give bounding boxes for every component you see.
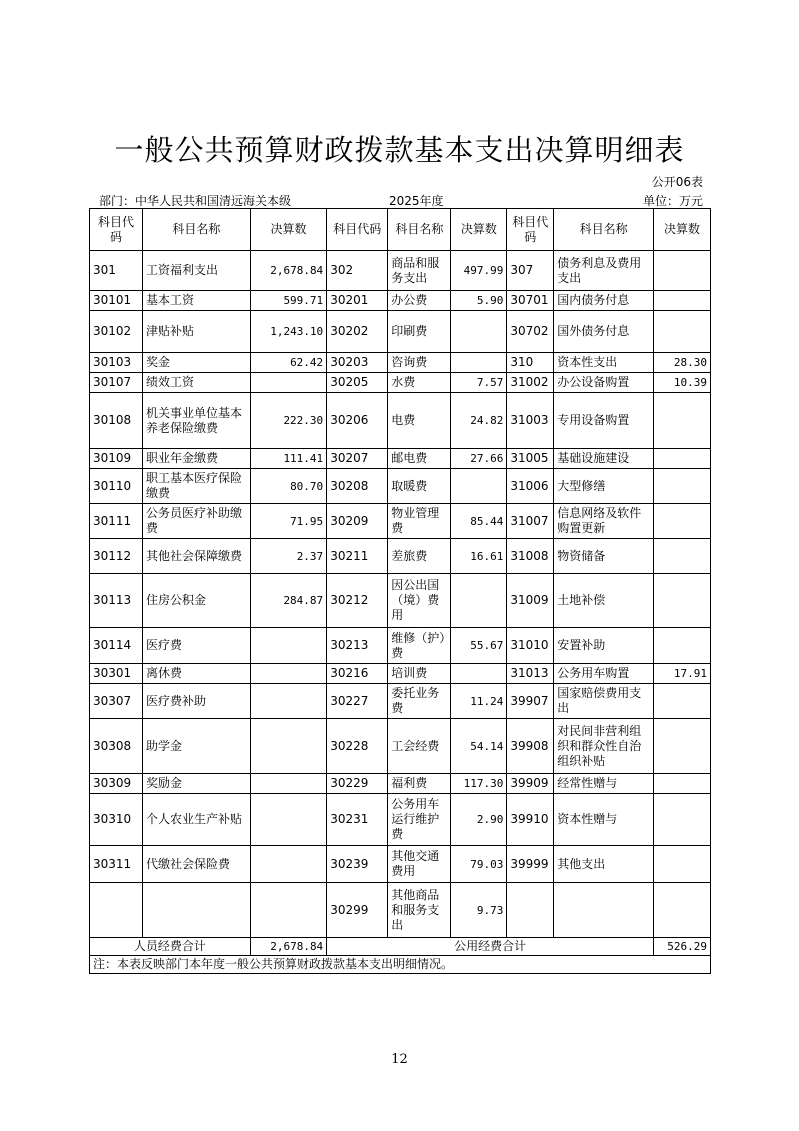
table-note: 注：本表反映部门本年度一般公共预算财政拨款基本支出明细情况。 [90, 956, 711, 974]
name-cell: 工资福利支出 [142, 251, 250, 291]
amount-cell: 2.37 [250, 539, 326, 574]
department-label: 部门：中华人民共和国清远海关本级 [99, 194, 292, 208]
table-row [90, 574, 711, 628]
name-cell: 对民间非营利组织和群众性自治组织补贴 [554, 719, 654, 774]
code-cell: 301 [90, 251, 143, 291]
page-title: 一般公共预算财政拨款基本支出决算明细表 [114, 133, 685, 167]
amount-cell [451, 574, 507, 628]
name-cell: 机关事业单位基本养老保险缴费 [142, 393, 250, 449]
name-cell: 基本工资 [142, 291, 250, 311]
code-cell: 30109 [90, 449, 143, 469]
amount-cell: 71.95 [250, 504, 326, 539]
name-cell: 职业年金缴费 [142, 449, 250, 469]
table-row [90, 353, 711, 373]
amount-cell [653, 883, 710, 938]
amount-cell: 54.14 [451, 719, 507, 774]
note-row [90, 956, 711, 974]
amount-cell: 79.03 [451, 846, 507, 883]
code-cell: 30209 [327, 504, 388, 539]
code-cell: 302 [327, 251, 388, 291]
name-cell: 培训费 [388, 664, 451, 684]
code-cell: 30216 [327, 664, 388, 684]
code-cell: 30108 [90, 393, 143, 449]
amount-cell [451, 311, 507, 353]
table-row [90, 883, 711, 938]
amount-cell [653, 393, 710, 449]
name-cell: 土地补偿 [554, 574, 654, 628]
name-cell: 奖金 [142, 353, 250, 373]
code-cell: 30227 [327, 684, 388, 719]
amount-cell [653, 311, 710, 353]
name-cell: 工会经费 [388, 719, 451, 774]
code-cell: 30702 [507, 311, 554, 353]
name-cell: 住房公积金 [142, 574, 250, 628]
code-cell: 30114 [90, 628, 143, 664]
name-cell: 债务利息及费用支出 [554, 251, 654, 291]
name-cell: 国家赔偿费用支出 [554, 684, 654, 719]
amount-cell [653, 719, 710, 774]
name-cell: 公务用车购置 [554, 664, 654, 684]
column-header: 科目名称 [388, 209, 451, 251]
name-cell: 医疗费 [142, 628, 250, 664]
code-cell: 30112 [90, 539, 143, 574]
name-cell: 维修（护）费 [388, 628, 451, 664]
table-row [90, 504, 711, 539]
public-total-value: 526.29 [653, 938, 710, 956]
table-row [90, 628, 711, 664]
amount-cell: 497.99 [451, 251, 507, 291]
amount-cell [653, 449, 710, 469]
code-cell [507, 883, 554, 938]
amount-cell: 117.30 [451, 774, 507, 794]
page-number: 12 [391, 1052, 408, 1067]
name-cell: 助学金 [142, 719, 250, 774]
table-row [90, 539, 711, 574]
code-cell: 30231 [327, 794, 388, 846]
name-cell: 经常性赠与 [554, 774, 654, 794]
public-total-label: 公用经费合计 [327, 938, 654, 956]
code-cell: 39909 [507, 774, 554, 794]
name-cell: 绩效工资 [142, 373, 250, 393]
amount-cell: 5.90 [451, 291, 507, 311]
code-cell: 30310 [90, 794, 143, 846]
code-cell: 39910 [507, 794, 554, 846]
code-cell: 30308 [90, 719, 143, 774]
name-cell: 咨询费 [388, 353, 451, 373]
code-cell: 310 [507, 353, 554, 373]
amount-cell: 62.42 [250, 353, 326, 373]
column-header: 科目代码 [327, 209, 388, 251]
amount-cell [653, 574, 710, 628]
personnel-total-label: 人员经费合计 [90, 938, 251, 956]
name-cell: 代缴社会保险费 [142, 846, 250, 883]
expenditure-table [89, 208, 711, 974]
amount-cell: 2.90 [451, 794, 507, 846]
code-cell: 30102 [90, 311, 143, 353]
code-cell: 30111 [90, 504, 143, 539]
code-cell: 39907 [507, 684, 554, 719]
column-header: 决算数 [451, 209, 507, 251]
name-cell: 差旅费 [388, 539, 451, 574]
table-row [90, 794, 711, 846]
code-cell: 30701 [507, 291, 554, 311]
name-cell: 物业管理费 [388, 504, 451, 539]
code-cell: 31002 [507, 373, 554, 393]
name-cell: 商品和服务支出 [388, 251, 451, 291]
code-cell: 30101 [90, 291, 143, 311]
code-cell: 30309 [90, 774, 143, 794]
name-cell: 国外债务付息 [554, 311, 654, 353]
amount-cell [653, 846, 710, 883]
amount-cell: 599.71 [250, 291, 326, 311]
code-cell: 30203 [327, 353, 388, 373]
amount-cell [250, 846, 326, 883]
name-cell: 公务员医疗补助缴费 [142, 504, 250, 539]
name-cell: 其他支出 [554, 846, 654, 883]
amount-cell: 2,678.84 [250, 251, 326, 291]
code-cell: 30307 [90, 684, 143, 719]
code-cell: 30211 [327, 539, 388, 574]
amount-cell [653, 291, 710, 311]
code-cell: 31006 [507, 469, 554, 504]
amount-cell [653, 504, 710, 539]
code-cell: 30301 [90, 664, 143, 684]
amount-cell [250, 883, 326, 938]
table-row [90, 393, 711, 449]
table-row [90, 291, 711, 311]
amount-cell [250, 794, 326, 846]
amount-cell: 284.87 [250, 574, 326, 628]
name-cell: 个人农业生产补贴 [142, 794, 250, 846]
code-cell: 30239 [327, 846, 388, 883]
code-cell: 30202 [327, 311, 388, 353]
table-row [90, 373, 711, 393]
amount-cell [653, 628, 710, 664]
code-cell: 31009 [507, 574, 554, 628]
code-cell: 30103 [90, 353, 143, 373]
amount-cell [653, 774, 710, 794]
name-cell: 因公出国（境）费用 [388, 574, 451, 628]
amount-cell [451, 469, 507, 504]
table-row [90, 719, 711, 774]
amount-cell [653, 251, 710, 291]
column-header: 科目名称 [142, 209, 250, 251]
amount-cell: 80.70 [250, 469, 326, 504]
name-cell: 资本性支出 [554, 353, 654, 373]
amount-cell [250, 373, 326, 393]
name-cell: 安置补助 [554, 628, 654, 664]
name-cell: 其他社会保障缴费 [142, 539, 250, 574]
code-cell: 30208 [327, 469, 388, 504]
amount-cell: 10.39 [653, 373, 710, 393]
code-cell: 31010 [507, 628, 554, 664]
name-cell: 医疗费补助 [142, 684, 250, 719]
amount-cell: 85.44 [451, 504, 507, 539]
table-row [90, 251, 711, 291]
table-row [90, 684, 711, 719]
amount-cell: 9.73 [451, 883, 507, 938]
amount-cell: 16.61 [451, 539, 507, 574]
amount-cell: 55.67 [451, 628, 507, 664]
code-cell: 31005 [507, 449, 554, 469]
unit-label: 单位：万元 [642, 194, 703, 208]
table-row [90, 846, 711, 883]
code-cell: 30299 [327, 883, 388, 938]
fiscal-year: 2025年度 [389, 194, 444, 208]
name-cell: 信息网络及软件购置更新 [554, 504, 654, 539]
name-cell: 其他交通费用 [388, 846, 451, 883]
code-cell: 30212 [327, 574, 388, 628]
table-header-row [90, 209, 711, 251]
totals-row [90, 938, 711, 956]
form-number: 公开06表 [651, 175, 703, 189]
name-cell: 基础设施建设 [554, 449, 654, 469]
code-cell: 30311 [90, 846, 143, 883]
column-header: 科目名称 [554, 209, 654, 251]
code-cell: 39999 [507, 846, 554, 883]
name-cell: 印刷费 [388, 311, 451, 353]
amount-cell: 28.30 [653, 353, 710, 373]
amount-cell [653, 469, 710, 504]
amount-cell [451, 353, 507, 373]
amount-cell [250, 664, 326, 684]
code-cell: 30113 [90, 574, 143, 628]
name-cell: 公务用车运行维护费 [388, 794, 451, 846]
table-row [90, 449, 711, 469]
name-cell: 职工基本医疗保险缴费 [142, 469, 250, 504]
name-cell: 办公费 [388, 291, 451, 311]
amount-cell: 1,243.10 [250, 311, 326, 353]
name-cell [142, 883, 250, 938]
amount-cell: 222.30 [250, 393, 326, 449]
amount-cell [653, 684, 710, 719]
amount-cell [250, 684, 326, 719]
code-cell: 30206 [327, 393, 388, 449]
name-cell: 资本性赠与 [554, 794, 654, 846]
amount-cell [451, 664, 507, 684]
name-cell: 福利费 [388, 774, 451, 794]
name-cell: 其他商品和服务支出 [388, 883, 451, 938]
name-cell: 大型修缮 [554, 469, 654, 504]
code-cell [90, 883, 143, 938]
table-row [90, 311, 711, 353]
amount-cell [653, 794, 710, 846]
column-header: 决算数 [250, 209, 326, 251]
code-cell: 30207 [327, 449, 388, 469]
code-cell: 30107 [90, 373, 143, 393]
code-cell: 307 [507, 251, 554, 291]
code-cell: 30228 [327, 719, 388, 774]
name-cell: 物资储备 [554, 539, 654, 574]
name-cell: 专用设备购置 [554, 393, 654, 449]
code-cell: 31003 [507, 393, 554, 449]
name-cell: 国内债务付息 [554, 291, 654, 311]
amount-cell [250, 628, 326, 664]
code-cell: 31007 [507, 504, 554, 539]
name-cell: 津贴补贴 [142, 311, 250, 353]
name-cell: 邮电费 [388, 449, 451, 469]
name-cell: 取暖费 [388, 469, 451, 504]
column-header: 科目代码 [90, 209, 143, 251]
table-row [90, 664, 711, 684]
personnel-total-value: 2,678.84 [250, 938, 326, 956]
amount-cell [250, 774, 326, 794]
code-cell: 39908 [507, 719, 554, 774]
column-header: 决算数 [653, 209, 710, 251]
name-cell: 水费 [388, 373, 451, 393]
name-cell: 办公设备购置 [554, 373, 654, 393]
table-row [90, 774, 711, 794]
name-cell [554, 883, 654, 938]
code-cell: 31008 [507, 539, 554, 574]
table-row [90, 469, 711, 504]
amount-cell: 111.41 [250, 449, 326, 469]
code-cell: 30229 [327, 774, 388, 794]
code-cell: 30201 [327, 291, 388, 311]
code-cell: 30110 [90, 469, 143, 504]
code-cell: 31013 [507, 664, 554, 684]
column-header: 科目代码 [507, 209, 554, 251]
amount-cell: 11.24 [451, 684, 507, 719]
code-cell: 30213 [327, 628, 388, 664]
amount-cell: 27.66 [451, 449, 507, 469]
name-cell: 电费 [388, 393, 451, 449]
name-cell: 离休费 [142, 664, 250, 684]
name-cell: 奖励金 [142, 774, 250, 794]
amount-cell: 17.91 [653, 664, 710, 684]
code-cell: 30205 [327, 373, 388, 393]
amount-cell: 7.57 [451, 373, 507, 393]
name-cell: 委托业务费 [388, 684, 451, 719]
amount-cell: 24.82 [451, 393, 507, 449]
amount-cell [653, 539, 710, 574]
amount-cell [250, 719, 326, 774]
